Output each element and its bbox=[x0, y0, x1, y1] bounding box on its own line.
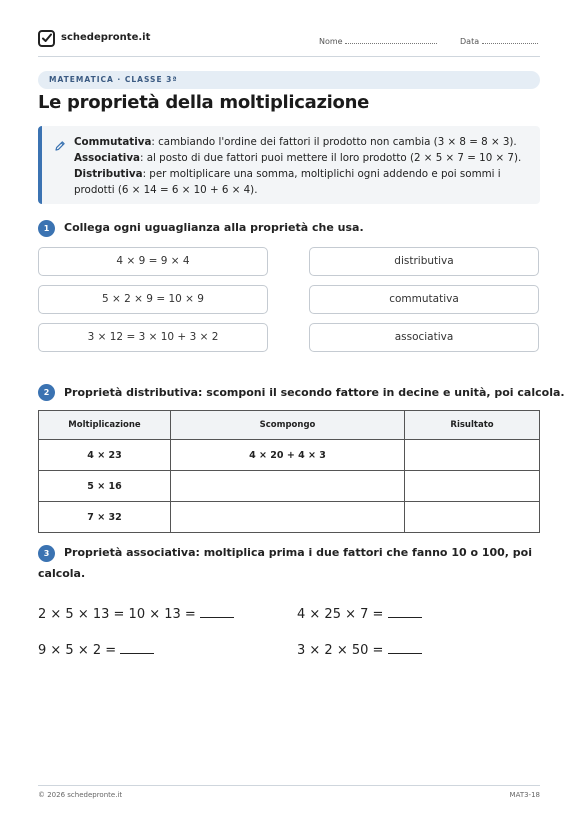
pencil-icon bbox=[54, 137, 66, 156]
info-line-commutativa: Commutativa: cambiando l'ordine dei fattori il prodotto non cambia (3 × 8 = 8 × 3). bbox=[74, 136, 517, 148]
page-title: Le proprietà della moltiplicazione bbox=[38, 92, 370, 113]
distributive-table bbox=[38, 410, 540, 533]
table-cell-result[interactable] bbox=[405, 471, 540, 502]
table-cell-decomposition[interactable] bbox=[171, 471, 405, 502]
question-1-number: 1 bbox=[38, 220, 55, 237]
info-line-associativa: Associativa: al posto di due fattori puoi mettere il loro prodotto (2 × 5 × 7 = 10 × 7). bbox=[74, 152, 522, 164]
question-2-text: Proprietà distributiva: scomponi il secondo fattore in decine e unità, poi calcola. bbox=[64, 386, 565, 399]
table-cell-result[interactable] bbox=[405, 502, 540, 533]
table-header-moltiplicazione: Moltiplicazione bbox=[39, 411, 171, 440]
name-field[interactable] bbox=[319, 35, 437, 46]
exercise-4 bbox=[297, 643, 422, 658]
table-row bbox=[39, 440, 540, 471]
exercise-1-expression: 2 × 5 × 13 = 10 × 13 = bbox=[38, 607, 196, 622]
question-1-text: Collega ogni uguaglianza alla proprietà che usa. bbox=[64, 221, 364, 234]
match-right-3[interactable]: associativa bbox=[309, 323, 539, 352]
info-line-distributiva: Distributiva: per moltiplicare una somma, moltiplichi ogni addendo e poi sommi i bbox=[74, 168, 501, 180]
name-line bbox=[345, 35, 437, 44]
date-label: Data bbox=[460, 37, 480, 46]
header-divider bbox=[38, 56, 540, 57]
table-row bbox=[39, 471, 540, 502]
subject-pill bbox=[38, 71, 540, 89]
table-cell-decomposition[interactable] bbox=[171, 502, 405, 533]
exercise-3 bbox=[38, 643, 154, 658]
match-left-2[interactable]: 5 × 2 × 9 = 10 × 9 bbox=[38, 285, 268, 314]
exercise-2 bbox=[297, 607, 422, 622]
properties-info-box bbox=[38, 126, 540, 204]
exercise-1-answer-blank[interactable] bbox=[200, 607, 234, 618]
match-left-3[interactable]: 3 × 12 = 3 × 10 + 3 × 2 bbox=[38, 323, 268, 352]
footer-copyright: © 2026 schedepronte.it bbox=[38, 791, 123, 799]
table-header-scompongo: Scompongo bbox=[171, 411, 405, 440]
question-3-text-line1: Proprietà associativa: moltiplica prima i due fattori che fanno 10 o 100, poi bbox=[64, 546, 533, 559]
site-name: schedepronte.it bbox=[61, 32, 151, 43]
table-cell-decomposition[interactable]: 4 × 20 + 4 × 3 bbox=[171, 440, 405, 471]
table-header-risultato: Risultato bbox=[405, 411, 540, 440]
checkbox-icon bbox=[38, 30, 55, 47]
question-2-number: 2 bbox=[38, 384, 55, 401]
table-cell-multiplication: 5 × 16 bbox=[39, 471, 171, 502]
match-right-1[interactable]: distributiva bbox=[309, 247, 539, 276]
exercise-2-answer-blank[interactable] bbox=[388, 607, 422, 618]
table-header-row bbox=[39, 411, 540, 440]
match-left-1[interactable]: 4 × 9 = 9 × 4 bbox=[38, 247, 268, 276]
name-label: Nome bbox=[319, 37, 343, 46]
date-line bbox=[482, 35, 538, 44]
date-field[interactable] bbox=[460, 35, 538, 46]
exercise-1 bbox=[38, 607, 234, 622]
exercise-4-answer-blank[interactable] bbox=[388, 643, 422, 654]
table-cell-multiplication: 4 × 23 bbox=[39, 440, 171, 471]
table-cell-multiplication: 7 × 32 bbox=[39, 502, 171, 533]
exercise-4-expression: 3 × 2 × 50 = bbox=[297, 643, 384, 658]
exercise-3-expression: 9 × 5 × 2 = bbox=[38, 643, 117, 658]
question-3-number: 3 bbox=[38, 545, 55, 562]
table-row bbox=[39, 502, 540, 533]
footer-code: MAT3-18 bbox=[509, 791, 540, 799]
info-line-distributiva-cont: prodotti (6 × 14 = 6 × 10 + 6 × 4). bbox=[74, 184, 258, 196]
footer-divider bbox=[38, 785, 540, 786]
match-right-2[interactable]: commutativa bbox=[309, 285, 539, 314]
question-3-text-line2: calcola. bbox=[38, 567, 86, 580]
exercise-3-answer-blank[interactable] bbox=[120, 643, 154, 654]
table-cell-result[interactable] bbox=[405, 440, 540, 471]
exercise-2-expression: 4 × 25 × 7 = bbox=[297, 607, 384, 622]
subject-pill-label: MATEMATICA · CLASSE 3ª bbox=[49, 75, 178, 84]
